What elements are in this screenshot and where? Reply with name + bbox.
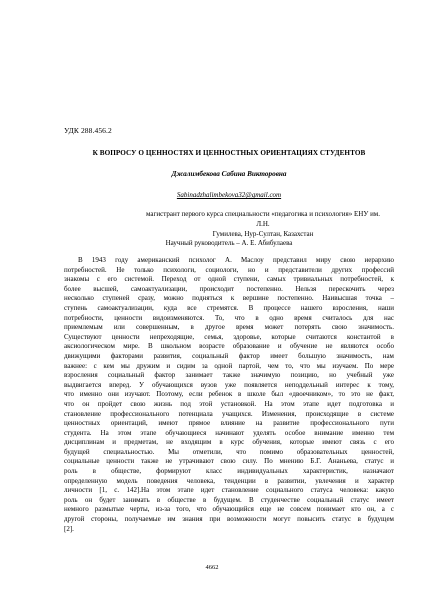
body-line: становление профессионального потенциала учащихся. Изменения, происходящие в системе — [64, 409, 394, 418]
body-line: несколько ступеней сразу, можно подняться к вершине постепенно. Наивысшая точка – — [64, 294, 394, 303]
body-line: ступень самоактуализации, куда все стремятся. В процессе нашего взросления, наши — [64, 303, 394, 312]
body-line: взросления социальный фактор занимает также значимую позицию, но учебный уже — [64, 371, 394, 380]
body-line: знакомы с его системой. Переход от одной ступени, самых тривиальных потребностей, к — [64, 275, 394, 284]
body-line: В 1943 году американский психолог А. Маслоу представил миру свою иерархию — [78, 256, 394, 264]
body-line: движущими факторами развития, социальный фактор имеет большую значимость, нам — [64, 351, 394, 360]
body-line: ценностных ориентаций, имеют прямое влияние на развитие профессионального пути — [64, 419, 394, 428]
body-line: более высшей, самоактуализации, происходит постепенно. Нельзя перескочить через — [64, 284, 394, 293]
body-line: что именно они изучают. Поэтому, если ребенок в школе был «двоечником», то это не факт, — [64, 390, 394, 399]
body-line: роль в обществе, формируют класс индивидуальных характеристик, назначают — [64, 467, 394, 476]
paper-title: К ВОПРОСУ О ЦЕННОСТЯХ И ЦЕННОСТНЫХ ОРИЕНТАЦИЯХ СТУДЕНТОВ — [92, 149, 366, 157]
body-line: аксиологическом мире. В школьном возрасте образование и обучение не являются особо — [64, 342, 394, 351]
body-line: дисциплинам и предметам, не входящим в курс обучения, которые имеют связь с его — [64, 438, 394, 447]
body-line: студента. На этом этапе обучающиеся начинают уделять особое внимание именно тем — [64, 428, 394, 437]
body-line: роль он будет занимать в обществе в будущем. В студенчестве социальный статус имеет — [64, 495, 394, 504]
body-line: будущей специальностью. Мы отметили, что помимо образовательных ценностей, — [64, 447, 394, 456]
scientific-supervisor: Научный руководитель – А. Е. Абибулаева — [165, 239, 293, 247]
body-line: немного размытые черты, из-за того, что обучающийся еще не совсем понимает кто он, а с — [64, 505, 394, 514]
udc-code: УДК 288.456.2 — [64, 126, 112, 135]
body-line: потребности, ценности видоизменяются. То, что в одно время считалось для нас — [64, 313, 394, 322]
body-line: определенную модель поведения человека, тенденции в развитии, увлечения и характер — [64, 476, 394, 485]
affiliation-line: магистрант первого курса специальности «педагогика и психология» ЕНУ им. Л.Н. — [146, 210, 380, 228]
body-line: выдвигается вперед. У обучающихся вузов уже появляется неподдельный интерес к тому, — [64, 380, 394, 389]
affiliation-line: Гумилева, Нур-Султан, Казахстан — [212, 230, 314, 238]
body-line: приемлемым или совершенным, в другое время может потерять свою значимость. — [64, 323, 394, 332]
body-line: [2]. — [64, 524, 74, 533]
body-line: социальные ценности также не утрачивают свою силу. По мнению Б.Г. Ананьева, статус и — [64, 457, 394, 466]
body-line: другой стороны, получаемые им знания при возможности могут повысить статус в будущем — [64, 515, 394, 524]
body-line: потребностей. Не только психологи, социологи, но и представители других профессий — [64, 265, 394, 274]
page-number: 4662 — [205, 564, 219, 571]
author-email-link[interactable]: Sabinadzhalimbekova32@gmail.com — [176, 191, 282, 199]
body-line: важнее: с кем мы дружим и сидим за одной партой, чем то, что мы изучаем. По мере — [64, 361, 394, 370]
author-name: Джалимбекова Сабина Викторовна — [171, 170, 287, 178]
body-line: Существуют ценности непреходящие, семья, здоровье, которые считаются константой в — [64, 332, 394, 341]
author-affiliation — [140, 209, 386, 239]
body-text — [64, 256, 394, 534]
body-line: что он пройдет свою жизнь под этой установкой. На этом этапе идет подготовка и — [64, 399, 394, 408]
body-line: личности [1, с. 142].На этом этапе идет становление социального статуса человека: какую — [64, 486, 394, 495]
